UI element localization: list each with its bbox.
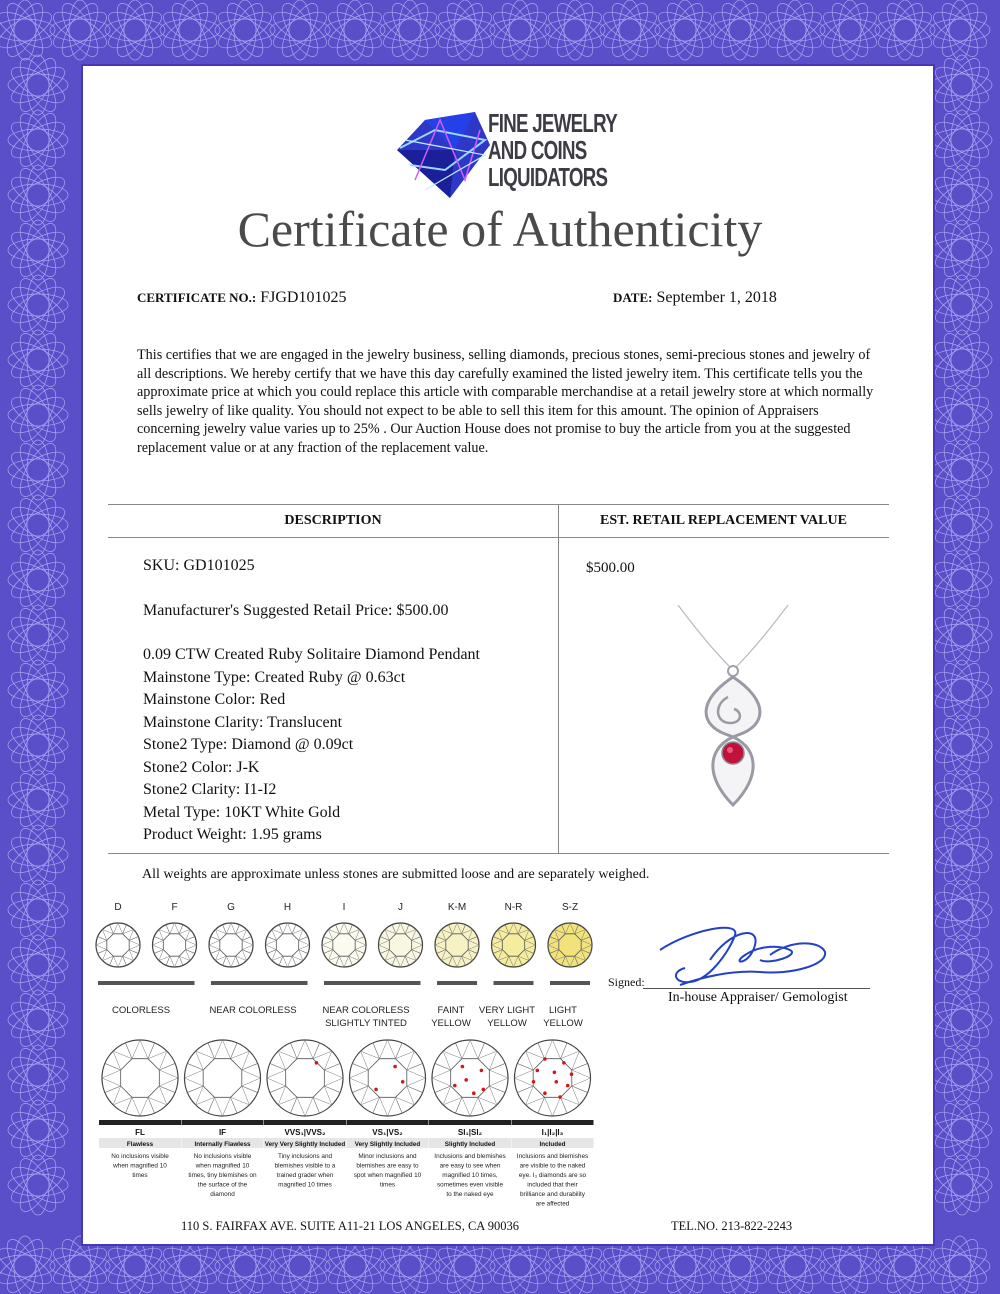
clarity-grade-note: to the naked eye [446,1191,494,1198]
inclusion-mark [532,1080,536,1084]
inclusion-mark [393,1065,397,1069]
inclusion-mark [374,1088,378,1092]
clarity-grade-note: are easy to see when [439,1162,501,1170]
clarity-grade-note: when magnified 10 [113,1162,167,1170]
clarity-grade-note: Tiny inclusions and [277,1153,333,1160]
detail-line: Mainstone Clarity: Translucent [143,713,343,731]
clarity-grade-note: when magnified 10 [195,1162,250,1170]
clarity-grade-diamond-icon [267,1040,343,1116]
clarity-grade-code: VVS₁|VVS₂ [284,1128,326,1137]
certificate-number [137,289,346,307]
clarity-grade-note: brilliance and durability [519,1191,586,1198]
logo-text [488,110,617,191]
inclusion-mark [566,1084,570,1088]
color-grade-diamond-icon [322,923,366,967]
signature-line [643,988,870,989]
inclusion-mark [562,1061,566,1065]
color-group-label: COLORLESS [111,1005,171,1016]
clarity-grade-bar [264,1120,346,1125]
clarity-grade-bar [182,1120,264,1125]
diamond-grading-chart [95,898,595,1218]
page-title: Certificate of Authenticity [237,201,763,257]
description-header: DESCRIPTION [284,513,382,528]
color-group-label: NEAR COLORLESS [209,1005,297,1016]
date-value: September 1, 2018 [656,289,777,306]
sku: SKU: GD101025 [143,557,255,574]
color-group-bar [437,981,477,985]
clarity-grade-note: sometimes even visible [436,1181,504,1189]
clarity-grade-note: the surface of the [197,1181,248,1189]
color-grade-diamond-icon [153,923,197,967]
color-grade-letter: D [114,902,122,913]
clarity-grade-name: Internally Flawless [194,1141,251,1148]
clarity-grade-diamond-icon [185,1040,261,1116]
color-group-bar [211,981,308,985]
weight-footnote: All weights are approximate unless stones are submitted loose and are separately weighed. [142,867,650,882]
inclusion-mark [480,1069,484,1073]
signed-label: Signed: [608,975,645,989]
inclusion-mark [536,1069,540,1073]
clarity-grade-note: blemishes are easy to [356,1162,419,1170]
column-divider [558,505,559,853]
clarity-grade-note: Minor inclusions and [358,1153,417,1160]
logo-line-3: LIQUIDATORS [488,162,608,192]
inclusion-mark [555,1080,559,1084]
signer-title: In-house Appraiser/ Gemologist [668,990,848,1005]
item-description [143,555,543,847]
logo-line-1: FINE JEWELRY [488,108,618,138]
color-grade-letter: H [283,902,292,913]
color-group-label: VERY LIGHT [478,1005,536,1016]
clarity-grade-name: Included [539,1141,566,1148]
inclusion-mark [315,1061,319,1065]
certificate-number-label: CERTIFICATE NO.: [137,290,257,305]
color-group-bar [550,981,590,985]
inclusion-mark [543,1091,547,1095]
detail-line: Stone2 Clarity: I1-I2 [143,781,277,798]
clarity-grade-note: times, tiny blemishes on [188,1172,257,1179]
detail-line: Stone2 Color: J-K [143,758,260,776]
inclusion-mark [464,1078,468,1082]
color-grade-letter: I [342,902,346,913]
color-grade-letter: N-R [504,902,523,913]
color-grade-letter: S-Z [561,902,579,913]
color-grade-diamond-icon [492,923,536,967]
certificate-number-value: FJGD101025 [260,289,347,306]
clarity-grade-note: Inclusions and blemishes [434,1153,506,1160]
clarity-grade-diamond-icon [432,1040,508,1116]
clarity-grade-note: No inclusions visible [111,1153,169,1160]
inclusion-mark [482,1088,486,1092]
clarity-grade-name: Slightly Included [444,1141,496,1148]
clarity-grade-code: VS₁|VS₂ [372,1128,403,1137]
inclusion-mark [543,1057,547,1061]
color-grade-diamond-icon [96,923,140,967]
clarity-grade-note: magnified 10 times [278,1181,332,1189]
clarity-grade-note: diamond [210,1191,235,1198]
inclusion-mark [558,1095,562,1099]
pendant-image [668,605,798,815]
clarity-grade-bar [347,1120,429,1125]
clarity-grade-note: blemishes visible to a [274,1162,336,1170]
detail-line: Mainstone Type: Created Ruby @ 0.63ct [143,668,406,686]
clarity-grade-note: are visible to the naked [519,1162,586,1170]
detail-line: Stone2 Type: Diamond @ 0.09ct [143,736,354,753]
color-group-label: NEAR COLORLESS [322,1005,410,1016]
inclusion-mark [570,1072,574,1076]
clarity-grade-diamond-icon [515,1040,591,1116]
color-group-label-line2: YELLOW [487,1018,527,1029]
color-group-bar [494,981,534,985]
footer-phone: TEL.NO. 213-822-2243 [671,1219,793,1233]
clarity-grade-name: Very Slightly Included [354,1141,421,1148]
inclusion-mark [461,1065,465,1069]
header-divider [108,537,889,538]
value-header: EST. RETAIL REPLACEMENT VALUE [600,513,847,528]
clarity-grade-name: Very Very Slightly Included [264,1141,346,1148]
color-group-bar [98,981,195,985]
item-table [108,504,889,854]
clarity-grade-note: Inclusions and blemishes [516,1153,589,1160]
color-grade-letter: F [171,902,178,913]
logo-line-2: AND COINS [488,135,587,165]
clarity-grade-note: No inclusions visible [193,1153,252,1160]
clarity-grade-note: are affected [535,1200,570,1208]
msrp: Manufacturer's Suggested Retail Price: $500.00 [143,601,449,619]
intro-paragraph: This certifies that we are engaged in the jewelry business, selling diamonds, precious stones, semi-precious stones and jewelry of all descriptions. We hereby certify that we have this day carefully examined the listed jewelry item. This certificate tells you the approximate price at which you could replace this article with comparable merchandise at a retail jewelry store at which normally sells jewelry of like quality. You should not expect to be able to sell this item for this amount. The opinion of Appraisers concerning jewelry value varies up to 25% . Our Auction House does not promise to buy the article from you at the suggested replacement value or at any fraction of the replacement value. [137,347,874,456]
clarity-grade-note: included that their [527,1181,578,1189]
clarity-grade-note: trained grader when [276,1172,334,1179]
footer-address: 110 S. FAIRFAX AVE. SUITE A11-21 LOS ANGELES, CA 90036 [181,1219,519,1233]
clarity-grade-bar [512,1120,594,1125]
inclusion-mark [472,1091,476,1095]
inclusion-mark [553,1071,557,1075]
clarity-grade-code: SI₁|SI₂ [457,1128,483,1137]
color-grade-diamond-icon [379,923,423,967]
color-group-bar [324,981,421,985]
color-grade-letter: K-M [447,902,467,913]
clarity-grade-code: I₁|I₂|I₃ [541,1128,564,1137]
clarity-grade-diamond-icon [350,1040,426,1116]
color-group-label-line2: YELLOW [543,1018,583,1029]
signature [650,910,870,990]
clarity-grade-bar [99,1120,181,1125]
clarity-grade-note: times [132,1172,148,1179]
date-label: DATE: [613,290,653,305]
inclusion-mark [401,1080,405,1084]
detail-line: 0.09 CTW Created Ruby Solitaire Diamond Pendant [143,646,480,663]
clarity-grade-name: Flawless [126,1141,154,1148]
certificate-date [613,289,777,307]
color-group-label-line2: YELLOW [431,1018,471,1029]
color-grade-diamond-icon [209,923,253,967]
clarity-grade-note: magnified 10 times, [442,1172,498,1179]
inclusion-mark [453,1084,457,1088]
replacement-value: $500.00 [586,560,635,576]
detail-line: Mainstone Color: Red [143,691,286,708]
color-grade-diamond-icon [266,923,310,967]
color-grade-diamond-icon [435,923,479,967]
color-group-label: FAINT [437,1005,465,1016]
clarity-grade-note: eye. I₃ diamonds are so [518,1172,587,1179]
color-grade-letter: G [227,902,235,913]
clarity-grade-note: times [379,1181,396,1189]
clarity-grade-bar [429,1120,511,1125]
detail-line: Metal Type: 10KT White Gold [143,803,341,821]
color-grade-letter: J [398,902,403,913]
clarity-grade-code: FL [135,1128,145,1137]
color-group-label-line2: SLIGHTLY TINTED [325,1018,407,1029]
color-grade-diamond-icon [548,923,592,967]
clarity-grade-note: spot when magnified 10 [353,1172,422,1179]
detail-line: Product Weight: 1.95 grams [143,826,322,843]
clarity-grade-code: IF [218,1128,227,1137]
clarity-grade-diamond-icon [102,1040,178,1116]
color-group-label: LIGHT [549,1005,577,1016]
